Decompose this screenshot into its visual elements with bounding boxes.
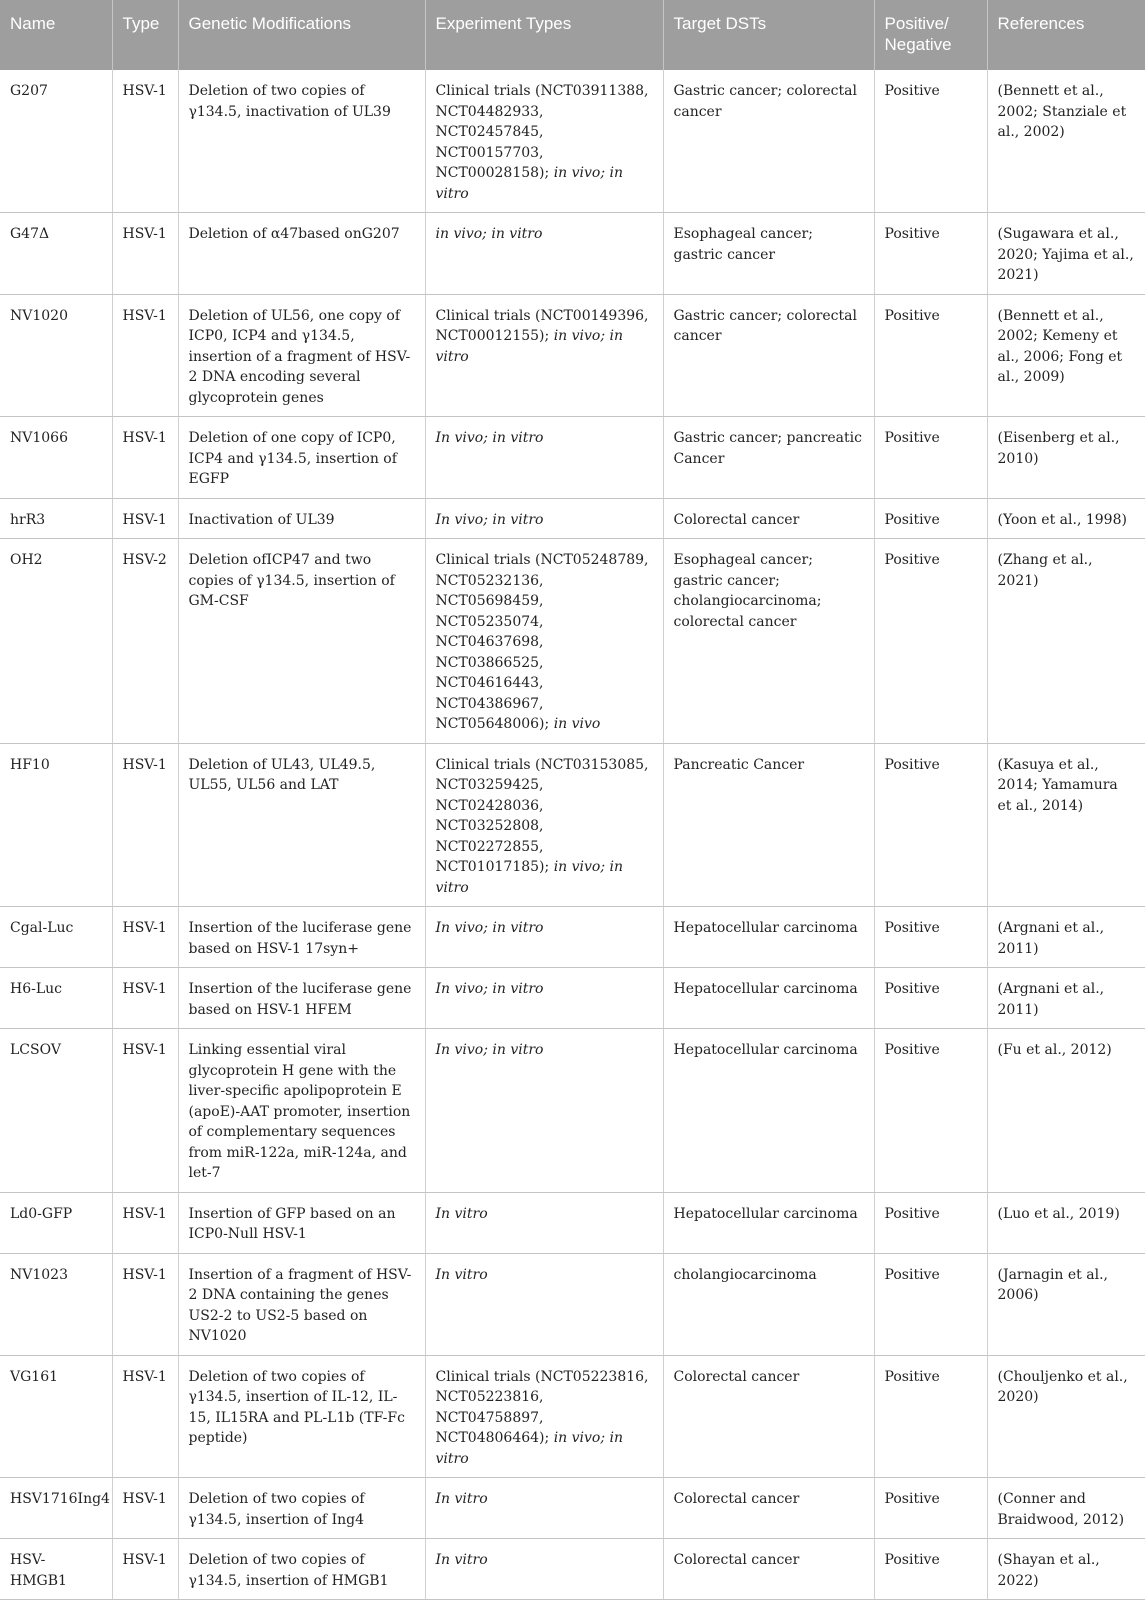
cell-positive-negative: Positive <box>874 213 987 295</box>
header-row <box>0 0 1145 70</box>
cell-positive-negative: Positive <box>874 417 987 499</box>
cell-references: (Luo et al., 2019) <box>987 1192 1145 1253</box>
cell-target-dsts: Hepatocellular carcinoma <box>663 1029 874 1193</box>
cell-genetic-modifications: Inactivation of UL39 <box>178 498 425 539</box>
cell-genetic-modifications: Deletion ofICP47 and two copies of γ134.5, insertion of GM-CSF <box>178 539 425 744</box>
experiment-italic-text: in vivo; in vitro <box>435 859 624 896</box>
cell-type: HSV-1 <box>112 213 178 295</box>
table-row <box>0 294 1145 417</box>
cell-name: Cgal-Luc <box>0 907 112 968</box>
cell-references: (Yoon et al., 1998) <box>987 498 1145 539</box>
cell-experiment-types <box>425 294 663 417</box>
experiment-italic-text: In vitro <box>435 1205 488 1222</box>
cell-type: HSV-2 <box>112 539 178 744</box>
experiment-italic-text: In vivo; in vitro <box>435 920 544 936</box>
cell-experiment-types <box>425 213 663 295</box>
table-row <box>0 1539 1145 1600</box>
cell-target-dsts: cholangiocarcinoma <box>663 1253 874 1355</box>
cell-references: (Bennett et al., 2002; Stanziale et al., 2002) <box>987 70 1145 213</box>
table-row <box>0 1355 1145 1478</box>
cell-name: LCSOV <box>0 1029 112 1193</box>
cell-experiment-types <box>425 1478 663 1539</box>
cell-positive-negative: Positive <box>874 1192 987 1253</box>
header-references: References <box>987 0 1145 70</box>
cell-name: VG161 <box>0 1355 112 1478</box>
table-row <box>0 968 1145 1029</box>
cell-positive-negative: Positive <box>874 539 987 744</box>
header-name: Name <box>0 0 112 70</box>
experiment-italic-text: in vivo; in vitro <box>435 1430 624 1467</box>
cell-type: HSV-1 <box>112 294 178 417</box>
cell-references: (Jarnagin et al., 2006) <box>987 1253 1145 1355</box>
cell-type: HSV-1 <box>112 1478 178 1539</box>
cell-target-dsts: Gastric cancer; colorectal cancer <box>663 70 874 213</box>
cell-experiment-types <box>425 907 663 968</box>
experiment-italic-text: In vivo; in vitro <box>435 1042 544 1058</box>
cell-name: NV1020 <box>0 294 112 417</box>
cell-references: (Zhang et al., 2021) <box>987 539 1145 744</box>
cell-genetic-modifications: Deletion of two copies of γ134.5, insertion of IL-12, IL-15, IL15RA and PL-L1b (TF-Fc peptide) <box>178 1355 425 1478</box>
cell-target-dsts: Esophageal cancer; gastric cancer <box>663 213 874 295</box>
cell-references: (Sugawara et al., 2020; Yajima et al., 2021) <box>987 213 1145 295</box>
cell-references: (Fu et al., 2012) <box>987 1029 1145 1193</box>
cell-name: G47Δ <box>0 213 112 295</box>
cell-positive-negative: Positive <box>874 1029 987 1193</box>
cell-references: (Chouljenko et al., 2020) <box>987 1355 1145 1478</box>
table-row <box>0 907 1145 968</box>
table-body <box>0 70 1145 1600</box>
header-target-dsts: Target DSTs <box>663 0 874 70</box>
cell-experiment-types <box>425 743 663 907</box>
table-row <box>0 1029 1145 1193</box>
cell-references: (Shayan et al., 2022) <box>987 1539 1145 1600</box>
cell-positive-negative: Positive <box>874 294 987 417</box>
experiment-italic-text: In vivo; in vitro <box>435 981 544 997</box>
cell-target-dsts: Hepatocellular carcinoma <box>663 1192 874 1253</box>
table-row <box>0 1478 1145 1539</box>
experiment-italic-text: In vitro <box>435 1552 488 1568</box>
cell-experiment-types <box>425 70 663 213</box>
cell-type: HSV-1 <box>112 743 178 907</box>
cell-name: G207 <box>0 70 112 213</box>
cell-genetic-modifications: Insertion of a fragment of HSV-2 DNA containing the genes US2-2 to US2-5 based on NV1020 <box>178 1253 425 1355</box>
experiment-plain-text: Clinical trials (NCT05223816, NCT05223816, NCT04758897, NCT04806464); <box>435 1368 649 1446</box>
cell-type: HSV-1 <box>112 1192 178 1253</box>
cell-type: HSV-1 <box>112 70 178 213</box>
cell-genetic-modifications: Deletion of two copies of γ134.5, insertion of HMGB1 <box>178 1539 425 1600</box>
experiment-italic-text: In vivo; in vitro <box>435 511 544 528</box>
cell-genetic-modifications: Deletion of two copies of γ134.5, inactivation of UL39 <box>178 70 425 213</box>
cell-genetic-modifications: Deletion of UL43, UL49.5, UL55, UL56 and LAT <box>178 743 425 907</box>
cell-target-dsts: Colorectal cancer <box>663 1539 874 1600</box>
cell-name: H6-Luc <box>0 968 112 1029</box>
cell-references: (Eisenberg et al., 2010) <box>987 417 1145 499</box>
table-row <box>0 539 1145 744</box>
cell-target-dsts: Hepatocellular carcinoma <box>663 968 874 1029</box>
cell-type: HSV-1 <box>112 1355 178 1478</box>
cell-type: HSV-1 <box>112 968 178 1029</box>
cell-genetic-modifications: Insertion of GFP based on an ICP0-Null HSV-1 <box>178 1192 425 1253</box>
table-header <box>0 0 1145 70</box>
cell-references: (Bennett et al., 2002; Kemeny et al., 2006; Fong et al., 2009) <box>987 294 1145 417</box>
cell-experiment-types <box>425 498 663 539</box>
cell-positive-negative: Positive <box>874 907 987 968</box>
cell-target-dsts: Gastric cancer; pancreatic Cancer <box>663 417 874 499</box>
cell-target-dsts: Esophageal cancer; gastric cancer; cholangiocarcinoma; colorectal cancer <box>663 539 874 744</box>
cell-experiment-types <box>425 417 663 499</box>
cell-target-dsts: Hepatocellular carcinoma <box>663 907 874 968</box>
cell-genetic-modifications: Deletion of α47based onG207 <box>178 213 425 295</box>
experiment-italic-text: in vivo <box>553 716 601 732</box>
cell-genetic-modifications: Insertion of the luciferase gene based on HSV-1 17syn+ <box>178 907 425 968</box>
table-row <box>0 743 1145 907</box>
cell-target-dsts: Gastric cancer; colorectal cancer <box>663 294 874 417</box>
cell-name: HSV-HMGB1 <box>0 1539 112 1600</box>
cell-genetic-modifications: Insertion of the luciferase gene based on HSV-1 HFEM <box>178 968 425 1029</box>
cell-type: HSV-1 <box>112 1029 178 1193</box>
cell-name: OH2 <box>0 539 112 744</box>
cell-type: HSV-1 <box>112 417 178 499</box>
experiment-italic-text: in vivo; in vitro <box>435 328 624 365</box>
experiment-italic-text: In vivo; in vitro <box>435 430 544 446</box>
cell-type: HSV-1 <box>112 1539 178 1600</box>
cell-type: HSV-1 <box>112 907 178 968</box>
cell-references: (Conner and Braidwood, 2012) <box>987 1478 1145 1539</box>
cell-name: HF10 <box>0 743 112 907</box>
cell-experiment-types <box>425 1029 663 1193</box>
cell-genetic-modifications: Deletion of one copy of ICP0, ICP4 and γ134.5, insertion of EGFP <box>178 417 425 499</box>
cell-references: (Argnani et al., 2011) <box>987 968 1145 1029</box>
experiment-plain-text: Clinical trials (NCT00149396, NCT00012155); <box>435 307 649 344</box>
table-row <box>0 417 1145 499</box>
cell-type: HSV-1 <box>112 498 178 539</box>
cell-name: NV1066 <box>0 417 112 499</box>
cell-genetic-modifications: Deletion of two copies of γ134.5, insertion of Ing4 <box>178 1478 425 1539</box>
cell-experiment-types <box>425 1192 663 1253</box>
experiment-italic-text: In vitro <box>435 1491 488 1507</box>
cell-experiment-types <box>425 1539 663 1600</box>
header-genetic-modifications: Genetic Modifications <box>178 0 425 70</box>
experiment-italic-text: in vivo; in vitro <box>435 226 543 242</box>
cell-positive-negative: Positive <box>874 743 987 907</box>
cell-experiment-types <box>425 539 663 744</box>
header-positive-negative: Positive/ Negative <box>874 0 987 70</box>
cell-name: Ld0-GFP <box>0 1192 112 1253</box>
header-experiment-types: Experiment Types <box>425 0 663 70</box>
experiment-plain-text: Clinical trials (NCT03911388, NCT04482933, NCT02457845, NCT00157703, NCT00028158); <box>435 83 649 181</box>
cell-positive-negative: Positive <box>874 1355 987 1478</box>
cell-name: hrR3 <box>0 498 112 539</box>
cell-target-dsts: Colorectal cancer <box>663 1355 874 1478</box>
cell-experiment-types <box>425 1355 663 1478</box>
experiment-italic-text: in vivo; in vitro <box>435 165 624 202</box>
cell-experiment-types <box>425 1253 663 1355</box>
table-row <box>0 1192 1145 1253</box>
table-row <box>0 213 1145 295</box>
table-row <box>0 498 1145 539</box>
cell-target-dsts: Pancreatic Cancer <box>663 743 874 907</box>
cell-genetic-modifications: Linking essential viral glycoprotein H gene with the liver-specific apolipoprotein E (apoE)-AAT promoter, insertion of complementary sequences from miR-122a, miR-124a, and let-7 <box>178 1029 425 1193</box>
cell-name: NV1023 <box>0 1253 112 1355</box>
cell-references: (Argnani et al., 2011) <box>987 907 1145 968</box>
cell-positive-negative: Positive <box>874 1539 987 1600</box>
cell-positive-negative: Positive <box>874 1478 987 1539</box>
header-type: Type <box>112 0 178 70</box>
cell-target-dsts: Colorectal cancer <box>663 498 874 539</box>
cell-references: (Kasuya et al., 2014; Yamamura et al., 2014) <box>987 743 1145 907</box>
table-row <box>0 70 1145 213</box>
experiment-plain-text: Clinical trials (NCT05248789, NCT05232136, NCT05698459, NCT05235074, NCT04637698, NCT03866525, NCT04616443, NCT04386967, NCT05648006); <box>435 552 649 732</box>
experiment-plain-text: Clinical trials (NCT03153085, NCT03259425, NCT02428036, NCT03252808, NCT02272855, NCT01017185); <box>435 756 649 875</box>
cell-positive-negative: Positive <box>874 1253 987 1355</box>
cell-name: HSV1716Ing4 <box>0 1478 112 1539</box>
cell-positive-negative: Positive <box>874 70 987 213</box>
cell-target-dsts: Colorectal cancer <box>663 1478 874 1539</box>
cell-type: HSV-1 <box>112 1253 178 1355</box>
table-row <box>0 1253 1145 1355</box>
cell-positive-negative: Positive <box>874 498 987 539</box>
cell-genetic-modifications: Deletion of UL56, one copy of ICP0, ICP4 and γ134.5, insertion of a fragment of HSV-2 DNA encoding several glycoprotein genes <box>178 294 425 417</box>
experiment-italic-text: In vitro <box>435 1266 488 1283</box>
cell-experiment-types <box>425 968 663 1029</box>
cell-positive-negative: Positive <box>874 968 987 1029</box>
